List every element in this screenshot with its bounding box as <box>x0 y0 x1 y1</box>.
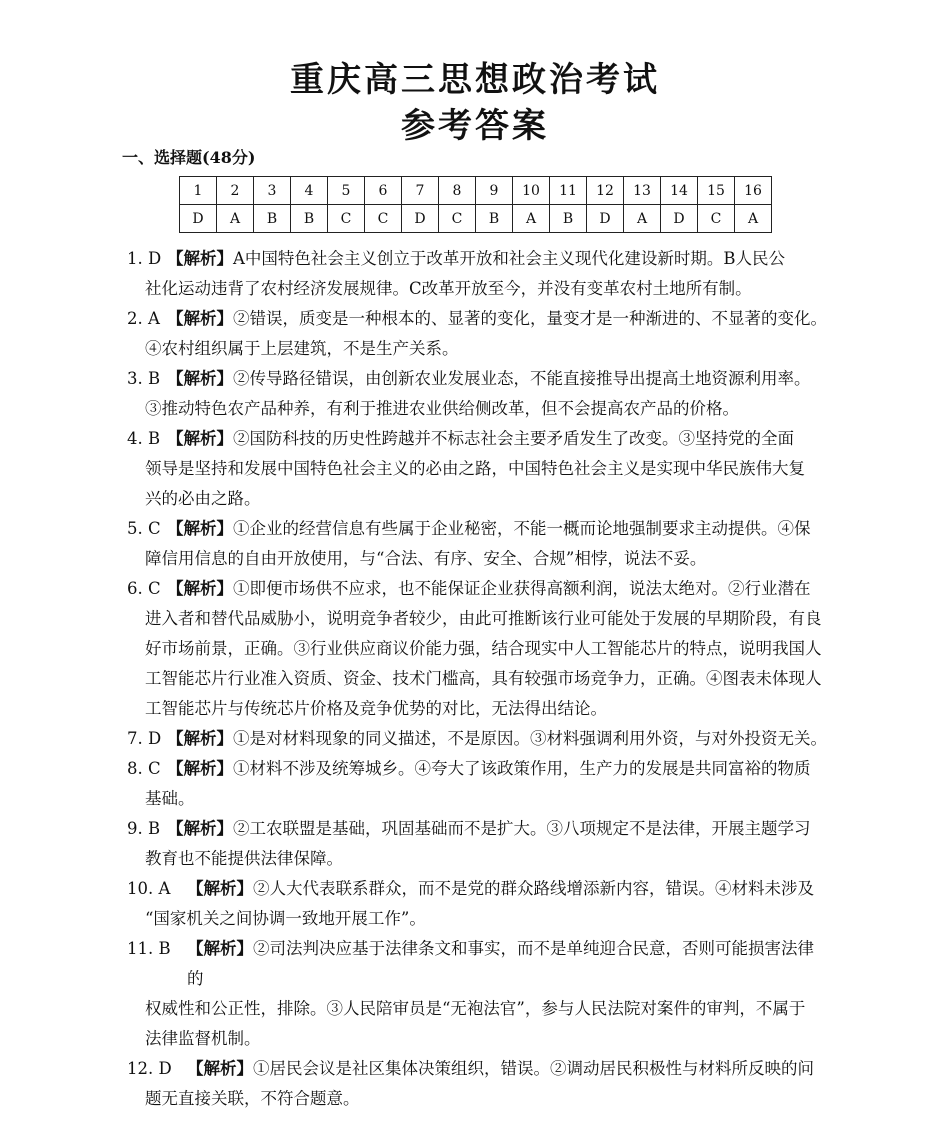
item-line <box>145 694 827 724</box>
item-text: 工智能芯片行业准入资质、资金、技术门槛高，具有较强市场竞争力，正确。④图表未体现人 <box>145 669 822 688</box>
item-number: 2. A <box>127 309 160 328</box>
item-number: 5. C <box>127 519 161 538</box>
question-number-cell: 8 <box>439 177 476 205</box>
item-line <box>145 664 827 694</box>
item-line <box>145 724 827 754</box>
question-number-cell: 14 <box>661 177 698 205</box>
question-number-cell: 4 <box>291 177 328 205</box>
item-line <box>145 544 827 574</box>
explanation-item <box>127 514 827 574</box>
item-text: 法律监督机制。 <box>145 1029 261 1048</box>
item-line <box>145 514 827 544</box>
explanation-item <box>127 244 827 304</box>
explanation-item <box>127 1054 827 1114</box>
item-line <box>145 334 827 364</box>
analysis-tag: 【解析】 <box>167 579 233 598</box>
item-line <box>145 604 827 634</box>
section-heading: 一、选择题(48分) <box>122 148 256 167</box>
answer-cell: C <box>365 205 402 233</box>
item-line <box>145 844 827 874</box>
item-text: “国家机关之间协调一致地开展工作”。 <box>145 909 426 928</box>
question-number-cell: 7 <box>402 177 439 205</box>
explanation-item <box>127 874 827 934</box>
answer-cell: D <box>587 205 624 233</box>
question-number-cell: 3 <box>254 177 291 205</box>
question-number-cell: 16 <box>735 177 772 205</box>
item-text: 进入者和替代品威胁小，说明竞争者较少，由此可推断该行业可能处于发展的早期阶段，有良 <box>145 609 822 628</box>
answer-cell: C <box>328 205 365 233</box>
answer-cell: A <box>513 205 550 233</box>
item-text: ②司法判决应基于法律条文和事实，而不是单纯迎合民意，否则可能损害法律的 <box>187 939 814 988</box>
item-text: 权威性和公正性，排除。③人民陪审员是“无袍法官”，参与人民法院对案件的审判，不属于 <box>145 999 806 1018</box>
item-text: ①是对材料现象的同义描述，不是原因。③材料强调利用外资，与对外投资无关。 <box>233 729 827 748</box>
answer-cell: B <box>550 205 587 233</box>
item-line <box>145 934 827 994</box>
item-text: 障信用信息的自由开放使用，与“合法、有序、安全、合规”相悖，说法不妥。 <box>145 549 707 568</box>
item-number: 1. D <box>127 249 162 268</box>
item-text: ①即便市场供不应求，也不能保证企业获得高额利润，说法太绝对。②行业潜在 <box>233 579 811 598</box>
item-line <box>145 424 827 454</box>
item-text: ②国防科技的历史性跨越并不标志社会主要矛盾发生了改变。③坚持党的全面 <box>233 429 794 448</box>
answer-cell: A <box>735 205 772 233</box>
question-number-cell: 2 <box>217 177 254 205</box>
analysis-tag: 【解析】 <box>167 249 233 268</box>
analysis-tag: 【解析】 <box>167 369 233 388</box>
item-text: 题无直接关联，不符合题意。 <box>145 1089 360 1108</box>
item-number: 11. B <box>127 939 171 958</box>
item-line <box>145 244 827 274</box>
question-number-cell: 11 <box>550 177 587 205</box>
explanation-item <box>127 754 827 814</box>
item-text: ②人大代表联系群众，而不是党的群众路线增添新内容，错误。④材料未涉及 <box>253 879 814 898</box>
item-line <box>145 634 827 664</box>
item-line <box>145 994 827 1024</box>
question-number-row <box>180 177 772 205</box>
item-line <box>145 394 827 424</box>
item-line <box>145 1024 827 1054</box>
item-number: 6. C <box>127 579 161 598</box>
question-number-cell: 9 <box>476 177 513 205</box>
question-number-cell: 1 <box>180 177 217 205</box>
page-title: 重庆高三思想政治考试 <box>290 60 660 100</box>
answer-row <box>180 205 772 233</box>
explanation-item <box>127 724 827 754</box>
answer-cell: B <box>476 205 513 233</box>
item-text: ②工农联盟是基础，巩固基础而不是扩大。③八项规定不是法律，开展主题学习 <box>233 819 811 838</box>
analysis-tag: 【解析】 <box>187 939 253 958</box>
question-number-cell: 15 <box>698 177 735 205</box>
answer-cell: D <box>402 205 439 233</box>
item-number: 3. B <box>127 369 161 388</box>
item-number: 12. D <box>127 1059 172 1078</box>
item-text: ①材料不涉及统筹城乡。④夸大了该政策作用，生产力的发展是共同富裕的物质 <box>233 759 811 778</box>
item-line <box>145 754 827 784</box>
answer-cell: B <box>254 205 291 233</box>
analysis-tag: 【解析】 <box>167 729 233 748</box>
item-line <box>145 274 827 304</box>
item-text: ②传导路径错误，由创新农业发展业态，不能直接推导出提高土地资源利用率。 <box>233 369 811 388</box>
item-text: ③推动特色农产品种养，有利于推进农业供给侧改革，但不会提高农产品的价格。 <box>145 399 739 418</box>
item-text: 好市场前景，正确。③行业供应商议价能力强，结合现实中人工智能芯片的特点，说明我国人 <box>145 639 822 658</box>
analysis-tag: 【解析】 <box>167 519 233 538</box>
explanation-item <box>127 814 827 874</box>
answer-cell: D <box>180 205 217 233</box>
explanation-item <box>127 934 827 1054</box>
analysis-tag: 【解析】 <box>167 819 233 838</box>
analysis-tag: 【解析】 <box>187 879 253 898</box>
question-number-cell: 10 <box>513 177 550 205</box>
item-line <box>145 364 827 394</box>
item-number: 4. B <box>127 429 161 448</box>
page-subtitle: 参考答案 <box>401 106 549 146</box>
explanation-item <box>127 424 827 514</box>
answer-table <box>179 176 772 233</box>
item-text: 社化运动违背了农村经济发展规律。C改革开放至今，并没有变革农村土地所有制。 <box>145 279 752 298</box>
item-text: 领导是坚持和发展中国特色社会主义的必由之路，中国特色社会主义是实现中华民族伟大复 <box>145 459 805 478</box>
explanation-item <box>127 304 827 364</box>
analysis-tag: 【解析】 <box>187 1059 253 1078</box>
item-number: 9. B <box>127 819 161 838</box>
item-text: 工智能芯片与传统芯片价格及竞争优势的对比，无法得出结论。 <box>145 699 607 718</box>
item-text: 基础。 <box>145 789 195 808</box>
analysis-tag: 【解析】 <box>167 309 233 328</box>
item-line <box>145 1084 827 1114</box>
answer-cell: C <box>439 205 476 233</box>
item-number: 8. C <box>127 759 161 778</box>
analysis-tag: 【解析】 <box>167 429 233 448</box>
item-line <box>145 784 827 814</box>
item-text: 兴的必由之路。 <box>145 489 261 508</box>
item-line <box>145 454 827 484</box>
item-line <box>145 304 827 334</box>
explanation-list <box>127 244 827 1114</box>
item-line <box>145 814 827 844</box>
answer-cell: A <box>624 205 661 233</box>
analysis-tag: 【解析】 <box>167 759 233 778</box>
item-text: A中国特色社会主义创立于改革开放和社会主义现代化建设新时期。B人民公 <box>233 249 786 268</box>
explanation-item <box>127 574 827 724</box>
item-text: 教育也不能提供法律保障。 <box>145 849 343 868</box>
item-text: ④农村组织属于上层建筑，不是生产关系。 <box>145 339 459 358</box>
item-number: 7. D <box>127 729 162 748</box>
question-number-cell: 12 <box>587 177 624 205</box>
question-number-cell: 5 <box>328 177 365 205</box>
item-line <box>145 484 827 514</box>
answer-cell: D <box>661 205 698 233</box>
answer-cell: A <box>217 205 254 233</box>
answer-cell: B <box>291 205 328 233</box>
item-text: ①居民会议是社区集体决策组织，错误。②调动居民积极性与材料所反映的问 <box>253 1059 814 1078</box>
item-text: ①企业的经营信息有些属于企业秘密，不能一概而论地强制要求主动提供。④保 <box>233 519 811 538</box>
question-number-cell: 13 <box>624 177 661 205</box>
item-line <box>145 574 827 604</box>
item-number: 10. A <box>127 879 171 898</box>
item-line <box>145 874 827 904</box>
answer-cell: C <box>698 205 735 233</box>
question-number-cell: 6 <box>365 177 402 205</box>
item-line <box>145 904 827 934</box>
item-line <box>145 1054 827 1084</box>
item-text: ②错误，质变是一种根本的、显著的变化，量变才是一种渐进的、不显著的变化。 <box>233 309 827 328</box>
explanation-item <box>127 364 827 424</box>
